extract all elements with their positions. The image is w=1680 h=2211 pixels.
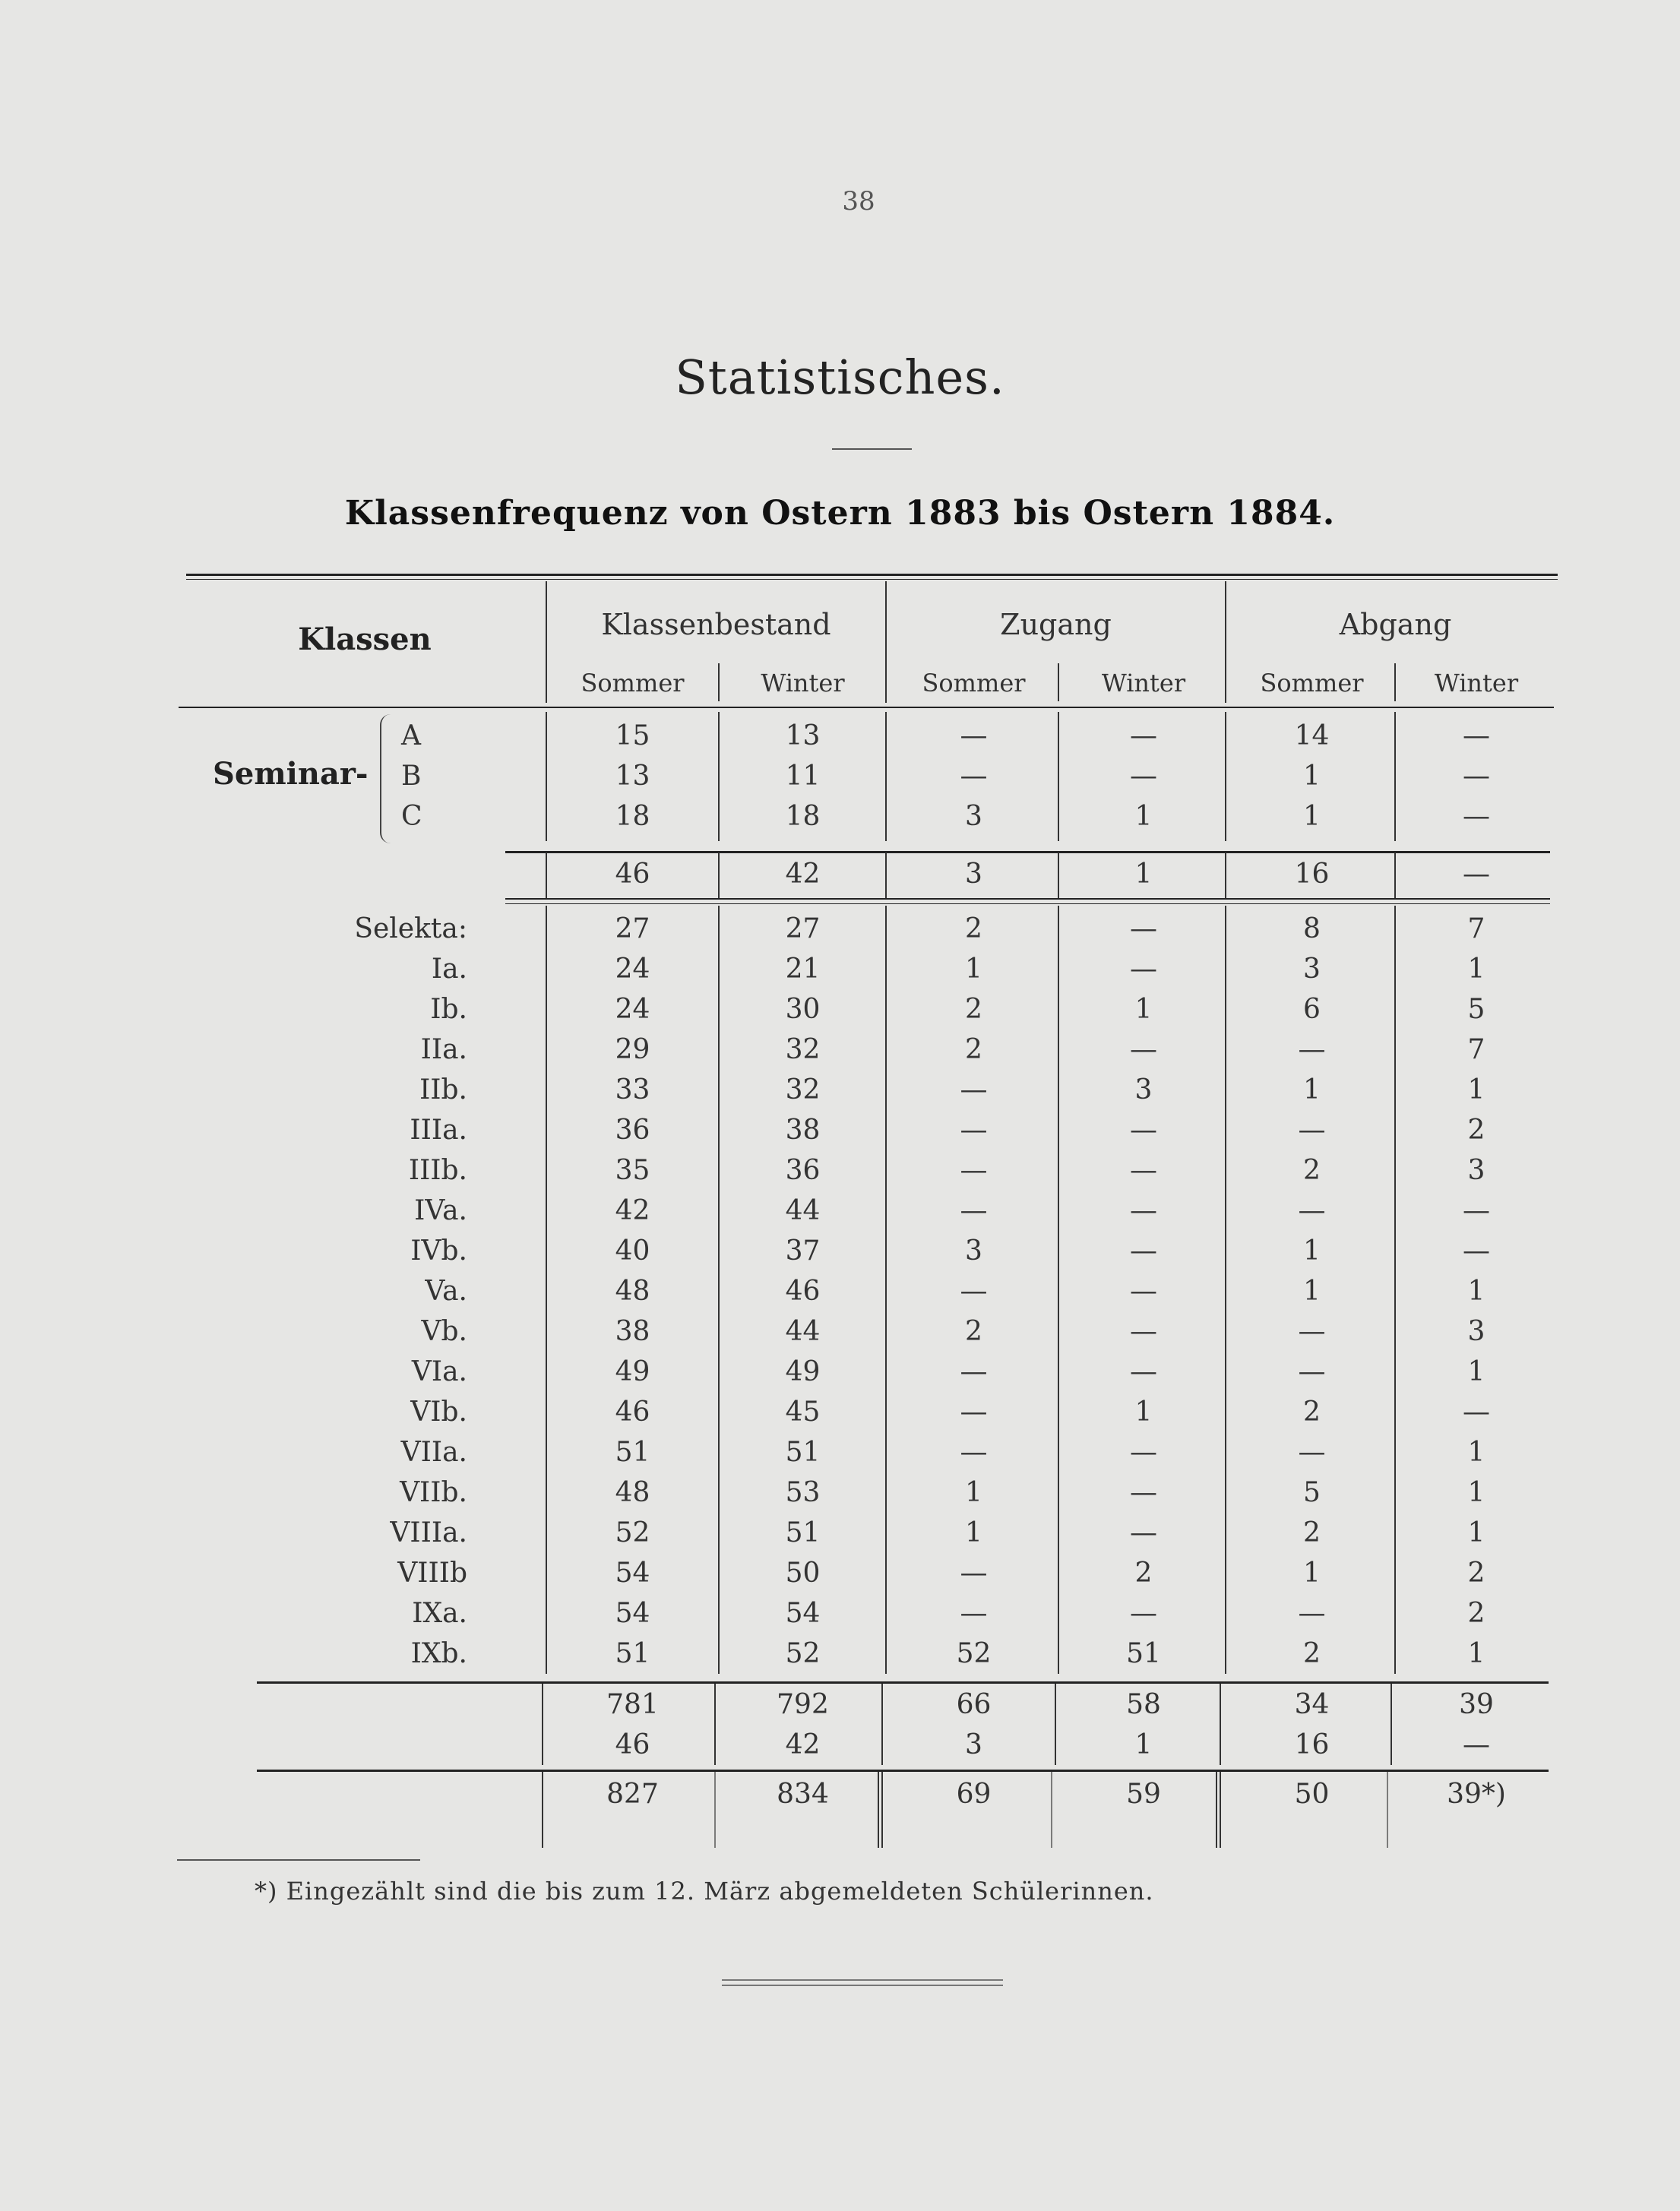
column-divider xyxy=(1391,1684,1392,1765)
table-cell: 51 xyxy=(785,1437,821,1468)
table-cell: — xyxy=(1298,1316,1326,1347)
seminar-subtotal-rule xyxy=(505,903,1550,904)
table-cell: 32 xyxy=(785,1074,821,1106)
table-cell: 2 xyxy=(1134,1558,1153,1589)
table-cell: 18 xyxy=(785,801,821,832)
row-label: VIIb. xyxy=(400,1477,467,1508)
table-cell: 33 xyxy=(615,1074,650,1106)
row-label: IXb. xyxy=(410,1638,467,1669)
table-cell: 54 xyxy=(615,1558,650,1589)
table-cell: 1 xyxy=(1467,1074,1485,1106)
column-divider xyxy=(885,906,887,1674)
column-divider xyxy=(546,712,547,841)
table-cell: — xyxy=(1298,1115,1326,1146)
column-divider xyxy=(1225,712,1226,841)
table-cell: 1 xyxy=(965,954,982,985)
table-cell: 5 xyxy=(1467,994,1485,1025)
table-cell: 36 xyxy=(615,1115,650,1146)
sum-cell: 16 xyxy=(1294,1729,1330,1760)
table-cell: 51 xyxy=(615,1437,650,1468)
bottom-rule xyxy=(722,1979,1003,1981)
column-divider xyxy=(1058,906,1059,1674)
column-divider xyxy=(1225,906,1226,1674)
seminar-total-rule xyxy=(505,851,1550,853)
column-divider xyxy=(718,852,720,900)
seminar-subtotal-rule xyxy=(505,898,1550,900)
table-cell: 53 xyxy=(785,1477,821,1508)
seminar-sub-label: C xyxy=(401,801,422,832)
table-cell: 1 xyxy=(1303,1235,1321,1267)
row-label: VIIIb xyxy=(397,1558,467,1589)
table-cell: 44 xyxy=(785,1195,821,1226)
table-cell: 52 xyxy=(615,1517,650,1548)
table-cell: 2 xyxy=(1467,1115,1485,1146)
table-cell: 2 xyxy=(1303,1638,1321,1669)
table-cell: 2 xyxy=(1467,1558,1485,1589)
table-cell: 8 xyxy=(1303,913,1321,944)
table-cell: — xyxy=(1463,801,1490,832)
table-cell: 35 xyxy=(615,1155,650,1186)
sum-cell: 781 xyxy=(606,1689,659,1720)
table-cell: — xyxy=(960,1276,988,1307)
table-cell: 40 xyxy=(615,1235,650,1267)
table-cell: — xyxy=(1130,913,1157,944)
table-cell: 15 xyxy=(615,720,650,751)
table-cell: — xyxy=(1298,1598,1326,1629)
column-divider xyxy=(1051,1772,1052,1848)
table-cell: 37 xyxy=(785,1235,821,1267)
row-label: IVb. xyxy=(410,1235,467,1267)
sum-cell: 34 xyxy=(1294,1689,1330,1720)
table-cell: 3 xyxy=(965,1235,982,1267)
table-cell: — xyxy=(1130,1517,1157,1548)
table-cell: 13 xyxy=(785,720,821,751)
table-cell: 27 xyxy=(785,913,821,944)
sum-cell: 1 xyxy=(1134,1729,1153,1760)
total-cell: 46 xyxy=(615,859,650,890)
table-cell: 48 xyxy=(615,1276,650,1307)
table-cell: 3 xyxy=(1467,1155,1485,1186)
table-cell: 3 xyxy=(1303,954,1321,985)
table-cell: 1 xyxy=(1467,1437,1485,1468)
table-cell: 2 xyxy=(1303,1397,1321,1428)
column-divider xyxy=(1216,1772,1217,1848)
table-cell: 52 xyxy=(785,1638,821,1669)
subgroup-header: Sommer xyxy=(581,669,685,697)
group-header: Abgang xyxy=(1339,608,1452,641)
table-cell: 32 xyxy=(785,1034,821,1065)
column-divider xyxy=(1058,852,1059,900)
grand-total-cell: 69 xyxy=(956,1779,992,1810)
table-cell: — xyxy=(960,761,988,792)
table-cell: 38 xyxy=(785,1115,821,1146)
table-cell: 1 xyxy=(1303,1074,1321,1106)
table-cell: — xyxy=(1130,1195,1157,1226)
grand-total-cell: 50 xyxy=(1294,1779,1330,1810)
table-cell: 7 xyxy=(1467,1034,1485,1065)
column-divider xyxy=(1394,712,1396,841)
title-rule xyxy=(832,448,912,450)
sum-cell: 66 xyxy=(956,1689,992,1720)
total-cell: — xyxy=(1463,859,1490,890)
column-divider xyxy=(546,906,547,1674)
table-cell: 46 xyxy=(785,1276,821,1307)
table-cell: — xyxy=(1130,1316,1157,1347)
row-label: IIa. xyxy=(420,1034,467,1065)
total-cell: 16 xyxy=(1294,859,1330,890)
table-cell: 49 xyxy=(785,1356,821,1387)
grand-total-rule xyxy=(257,1770,1549,1772)
row-label: VIb. xyxy=(410,1397,467,1428)
row-label: IXa. xyxy=(412,1598,467,1629)
table-cell: 2 xyxy=(965,1316,982,1347)
table-cell: — xyxy=(1130,1477,1157,1508)
table-cell: 1 xyxy=(1134,994,1153,1025)
table-cell: — xyxy=(1130,761,1157,792)
subgroup-header: Sommer xyxy=(922,669,1026,697)
grand-total-cell: 59 xyxy=(1126,1779,1161,1810)
table-cell: — xyxy=(1130,1276,1157,1307)
table-cell: 1 xyxy=(1467,1477,1485,1508)
table-cell: — xyxy=(1130,1356,1157,1387)
table-cell: 2 xyxy=(965,913,982,944)
top-rule xyxy=(186,574,1558,576)
subgroup-header: Winter xyxy=(1434,669,1519,697)
seminar-brace xyxy=(380,714,397,843)
total-cell: 3 xyxy=(965,859,982,890)
row-label: IIIa. xyxy=(410,1115,467,1146)
column-divider xyxy=(714,1772,716,1848)
table-cell: 42 xyxy=(615,1195,650,1226)
table-cell: 48 xyxy=(615,1477,650,1508)
column-divider xyxy=(542,1772,543,1848)
table-cell: 11 xyxy=(785,761,821,792)
table-cell: — xyxy=(1130,954,1157,985)
column-divider xyxy=(1225,852,1226,900)
table-cell: — xyxy=(1463,1235,1490,1267)
table-cell: 7 xyxy=(1467,913,1485,944)
column-divider xyxy=(1394,906,1396,1674)
table-cell: — xyxy=(1298,1034,1326,1065)
table-cell: 2 xyxy=(1303,1155,1321,1186)
column-divider xyxy=(718,712,720,841)
sum-cell: 39 xyxy=(1459,1689,1494,1720)
table-cell: 1 xyxy=(965,1517,982,1548)
table-cell: 1 xyxy=(1303,761,1321,792)
table-cell: 18 xyxy=(615,801,650,832)
sum-cell: 792 xyxy=(777,1689,829,1720)
total-cell: 1 xyxy=(1134,859,1153,890)
sum-cell: — xyxy=(1463,1729,1490,1760)
column-divider xyxy=(546,852,547,900)
table-cell: — xyxy=(1298,1195,1326,1226)
column-divider xyxy=(542,1684,543,1765)
table-cell: 29 xyxy=(615,1034,650,1065)
table-cell: 51 xyxy=(1126,1638,1161,1669)
column-divider xyxy=(1220,1772,1221,1848)
grand-total-cell: 39*) xyxy=(1447,1779,1506,1810)
subgroup-header: Sommer xyxy=(1260,669,1364,697)
row-label: Vb. xyxy=(421,1316,467,1347)
table-cell: — xyxy=(1130,1034,1157,1065)
table-cell: 51 xyxy=(615,1638,650,1669)
table-cell: 2 xyxy=(965,994,982,1025)
sum-rule xyxy=(257,1681,1549,1684)
row-label: Ia. xyxy=(431,954,467,985)
table-cell: — xyxy=(960,1598,988,1629)
row-label: Ib. xyxy=(430,994,467,1025)
table-cell: 27 xyxy=(615,913,650,944)
group-header: Zugang xyxy=(1000,608,1112,641)
table-cell: 36 xyxy=(785,1155,821,1186)
row-label: VIa. xyxy=(411,1356,467,1387)
seminar-sub-label: A xyxy=(401,720,421,751)
table-cell: 1 xyxy=(965,1477,982,1508)
sum-cell: 46 xyxy=(615,1729,650,1760)
table-cell: 52 xyxy=(956,1638,992,1669)
table-cell: 1 xyxy=(1303,1276,1321,1307)
column-divider xyxy=(881,1772,883,1848)
row-label: IIb. xyxy=(419,1074,467,1106)
subgroup-header: Winter xyxy=(1101,669,1186,697)
sum-cell: 3 xyxy=(965,1729,982,1760)
column-divider xyxy=(718,906,720,1674)
table-cell: — xyxy=(1298,1437,1326,1468)
table-cell: 45 xyxy=(785,1397,821,1428)
column-divider xyxy=(1058,712,1059,841)
column-divider xyxy=(885,852,887,900)
table-cell: — xyxy=(960,1437,988,1468)
seminar-sub-label: B xyxy=(401,761,422,792)
table-cell: 5 xyxy=(1303,1477,1321,1508)
table-cell: — xyxy=(960,1155,988,1186)
table-cell: 2 xyxy=(1467,1598,1485,1629)
total-cell: 42 xyxy=(785,859,821,890)
bottom-rule xyxy=(722,1985,1003,1986)
table-cell: 1 xyxy=(1303,801,1321,832)
grand-total-cell: 827 xyxy=(606,1779,659,1810)
table-cell: 1 xyxy=(1134,1397,1153,1428)
table-cell: 44 xyxy=(785,1316,821,1347)
table-cell: — xyxy=(1130,1437,1157,1468)
column-divider xyxy=(1055,1684,1056,1765)
column-divider xyxy=(1220,1684,1221,1765)
table-cell: — xyxy=(1130,1235,1157,1267)
table-cell: — xyxy=(1463,1397,1490,1428)
klassen-header: Klassen xyxy=(298,622,432,657)
column-divider xyxy=(1394,852,1396,900)
table-cell: — xyxy=(1130,1155,1157,1186)
table-cell: 3 xyxy=(1467,1316,1485,1347)
row-label: VIIIa. xyxy=(390,1517,467,1548)
table-cell: 1 xyxy=(1467,1356,1485,1387)
row-label: Selekta: xyxy=(354,913,467,944)
table-cell: — xyxy=(960,1397,988,1428)
table-cell: 1 xyxy=(1467,1276,1485,1307)
column-divider xyxy=(878,1772,879,1848)
row-label: IIIb. xyxy=(408,1155,467,1186)
table-cell: 2 xyxy=(965,1034,982,1065)
table-cell: 1 xyxy=(1134,801,1153,832)
table-cell: 46 xyxy=(615,1397,650,1428)
footnote: *) Eingezählt sind die bis zum 12. März abgemeldeten Schülerinnen. xyxy=(255,1877,1154,1906)
footnote-rule xyxy=(177,1859,420,1861)
table-cell: 49 xyxy=(615,1356,650,1387)
table-cell: 1 xyxy=(1467,1638,1485,1669)
header-rule xyxy=(179,707,1554,708)
table-cell: 2 xyxy=(1303,1517,1321,1548)
table-cell: 14 xyxy=(1294,720,1330,751)
table-cell: 21 xyxy=(785,954,821,985)
column-divider xyxy=(1387,1772,1388,1848)
table-cell: 54 xyxy=(785,1598,821,1629)
group-header: Klassenbestand xyxy=(601,608,831,641)
table-cell: — xyxy=(960,1074,988,1106)
table-cell: 30 xyxy=(785,994,821,1025)
table-cell: 38 xyxy=(615,1316,650,1347)
row-label: IVa. xyxy=(414,1195,467,1226)
table-cell: — xyxy=(1463,720,1490,751)
sum-cell: 42 xyxy=(785,1729,821,1760)
table-cell: 51 xyxy=(785,1517,821,1548)
row-label: VIIa. xyxy=(400,1437,467,1468)
table-caption: Klassenfrequenz von Ostern 1883 bis Ostern 1884. xyxy=(344,494,1336,533)
table-cell: 3 xyxy=(965,801,982,832)
table-cell: — xyxy=(960,1115,988,1146)
seminar-label: Seminar- xyxy=(213,756,369,792)
subgroup-header: Winter xyxy=(761,669,845,697)
table-cell: — xyxy=(960,720,988,751)
page-title: Statistisches. xyxy=(675,350,1005,405)
page-number: 38 xyxy=(842,186,875,217)
top-rule xyxy=(186,579,1558,580)
row-label: Va. xyxy=(425,1276,467,1307)
sum-cell: 58 xyxy=(1126,1689,1161,1720)
table-cell: 24 xyxy=(615,994,650,1025)
table-cell: 24 xyxy=(615,954,650,985)
table-cell: — xyxy=(960,1195,988,1226)
table-cell: — xyxy=(1130,720,1157,751)
column-divider xyxy=(881,1684,883,1765)
column-divider xyxy=(885,712,887,841)
grand-total-cell: 834 xyxy=(777,1779,829,1810)
table-cell: 54 xyxy=(615,1598,650,1629)
table-cell: — xyxy=(1130,1598,1157,1629)
column-divider xyxy=(714,1684,716,1765)
table-cell: 1 xyxy=(1467,954,1485,985)
table-cell: 1 xyxy=(1467,1517,1485,1548)
table-cell: 6 xyxy=(1303,994,1321,1025)
table-cell: — xyxy=(1463,761,1490,792)
table-cell: 13 xyxy=(615,761,650,792)
table-cell: — xyxy=(1130,1115,1157,1146)
table-cell: — xyxy=(960,1558,988,1589)
table-cell: — xyxy=(1463,1195,1490,1226)
table-cell: — xyxy=(960,1356,988,1387)
table-cell: 3 xyxy=(1134,1074,1153,1106)
table-cell: 50 xyxy=(785,1558,821,1589)
table-cell: 1 xyxy=(1303,1558,1321,1589)
table-cell: — xyxy=(1298,1356,1326,1387)
